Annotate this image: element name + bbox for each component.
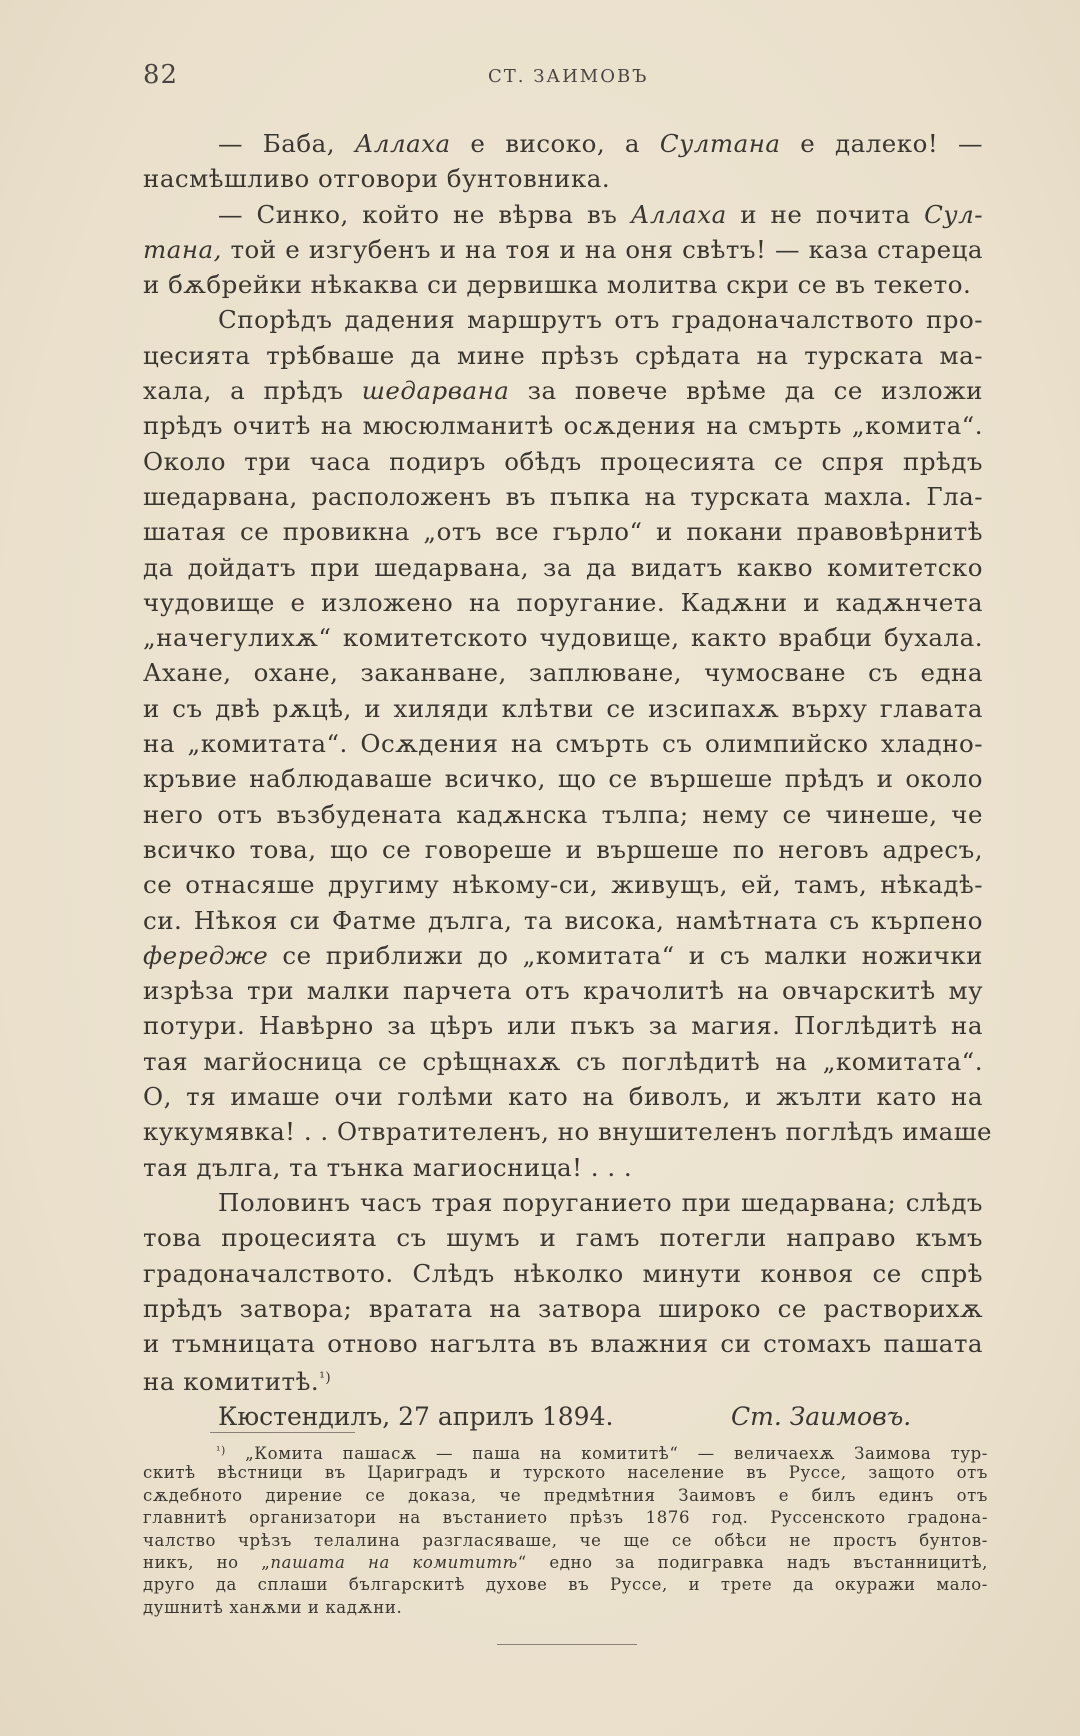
text-run: хала, а прѣдъ <box>143 376 362 406</box>
end-rule <box>497 1644 637 1645</box>
text-run: Половинъ часъ трая поруганието при шедарвана; слѣдъ <box>218 1187 983 1217</box>
footnote-line <box>143 1552 988 1574</box>
author-signature: Ст. Заимовъ. <box>731 1402 912 1431</box>
text-run: е далеко! — <box>780 129 983 158</box>
text-run: „начегулихѫ“ комитетското чудовище, както врабци бухала. <box>143 623 983 653</box>
footnote-line <box>143 1530 988 1552</box>
text-line <box>143 444 983 479</box>
text-line <box>143 1114 992 1149</box>
text-run: сѫдебното дирение се доказа, че предмѣтния Заимовъ е билъ единъ отъ <box>143 1485 988 1505</box>
text-run: Ахане, охане, заканване, заплюване, чумосване съ една <box>143 658 983 688</box>
text-run: скитѣ вѣстници въ Цариградъ и турското население въ Руссе, защото отъ <box>143 1463 988 1483</box>
body-text <box>143 126 992 1397</box>
text-line <box>143 1291 983 1326</box>
text-run: цесията трѣбваше да мине прѣзъ срѣдата на турската ма- <box>143 340 983 370</box>
italic-term: фередже <box>143 940 269 970</box>
text-run: О, тя имаше очи голѣми като на биволъ, и жълти като на <box>143 1082 983 1112</box>
italic-term: тана, <box>143 234 222 264</box>
text-line <box>143 1256 983 1291</box>
text-run: на „комитата“. Осѫдения на смърть съ олимпийско хладно- <box>143 729 983 759</box>
text-run: — Синко, който не вѣрва въ <box>218 199 631 229</box>
italic-term: Аллаха <box>354 129 451 158</box>
text-run: душнитѣ ханѫми и кадѫни. <box>143 1597 403 1617</box>
footnote-line <box>143 1485 988 1507</box>
text-line <box>143 903 983 938</box>
text-line <box>143 338 983 373</box>
text-line <box>143 620 983 655</box>
text-run: прѣдъ затвора; вратата на затвора широко се растворихѫ <box>143 1293 983 1323</box>
italic-term: Султана <box>659 129 781 158</box>
page-header <box>143 60 983 100</box>
text-run: „Комита пашасѫ — паша на комититѣ“ — величаехѫ Заимова тур- <box>225 1444 988 1463</box>
text-run: това процесията съ шумъ и гамъ потегли направо къмъ <box>143 1223 983 1253</box>
text-line <box>143 1220 983 1255</box>
text-line <box>143 691 983 726</box>
italic-term: пашата на комититѣ <box>270 1552 518 1572</box>
text-line <box>143 655 983 690</box>
text-run: шатая се провикна „отъ все гърло“ и покани правовѣрнитѣ <box>143 517 983 547</box>
text-line <box>143 373 983 408</box>
text-line <box>143 408 983 443</box>
italic-term: Сул- <box>924 199 984 229</box>
text-line <box>143 126 983 161</box>
text-run: тая магйосница се срѣщнахѫ съ поглѣдитѣ на „комитата“. <box>143 1046 983 1076</box>
text-run: никъ, но „ <box>143 1552 271 1572</box>
text-run: изрѣза три малки парчета отъ крачолитѣ на овчарскитѣ му <box>143 976 983 1006</box>
footnote-separator <box>210 1432 355 1433</box>
text-line <box>143 585 983 620</box>
text-run: насмѣшливо отговори бунтовника. <box>143 164 611 194</box>
text-run: главнитѣ организатори на въстанието прѣзъ 1876 год. Руссенското градона- <box>143 1508 988 1528</box>
footnote-line <box>143 1440 988 1462</box>
text-line <box>143 797 983 832</box>
text-run: се приближи до „комитата“ и съ малки ножички <box>268 940 983 970</box>
page-number: 82 <box>143 60 179 90</box>
text-run: да дойдатъ при шедарвана, за да видатъ какво комитетско <box>143 552 983 582</box>
text-run: се отнасяше другиму нѣкому-си, живущъ, ей, тамъ, нѣкадѣ- <box>143 870 983 900</box>
text-run: и съ двѣ рѫцѣ, и хиляди клѣтви се изсипахѫ върху главата <box>143 693 983 723</box>
text-run: и не почита <box>726 199 925 229</box>
text-run: на комититѣ. <box>143 1367 320 1397</box>
text-run: си. Нѣкоя си Фатме дълга, та висока, намѣтната съ кърпено <box>143 905 983 935</box>
text-run: прѣдъ очитѣ на мюсюлманитѣ осѫдения на смърть „комита“. <box>143 411 983 441</box>
place-date: Кюстендилъ, 27 априлъ 1894. <box>218 1402 614 1431</box>
footnote-marker: ¹) <box>319 1370 332 1387</box>
text-run: “ едно за подигравка надъ въстанницитѣ, <box>517 1552 988 1572</box>
text-line <box>143 761 983 796</box>
footnote-line <box>143 1462 988 1484</box>
text-run: кукумявка! . . Отвратителенъ, но внушителенъ поглѣдъ имаше <box>143 1117 992 1147</box>
footnote <box>143 1440 988 1619</box>
text-run: шедарвана, расположенъ въ пъпка на турската махла. Гла- <box>143 481 983 511</box>
text-line <box>143 550 983 585</box>
text-run: Спорѣдъ дадения маршрутъ отъ градоначалството про- <box>218 305 983 335</box>
text-run: за повече врѣме да се изложи <box>509 376 984 406</box>
text-run: чалство чрѣзъ телалина разгласяваше, че ще се обѣси не простъ бунтов- <box>143 1530 988 1550</box>
text-line <box>143 514 983 549</box>
text-line <box>143 938 983 973</box>
text-line <box>143 197 983 232</box>
signature-line <box>218 1397 918 1437</box>
footnote-line <box>143 1574 988 1596</box>
text-line <box>143 1008 983 1043</box>
italic-term: Аллаха <box>630 199 727 229</box>
text-run: — Баба, <box>218 129 355 158</box>
text-line <box>143 479 983 514</box>
text-run: и тъмницата отново нагълта въ влажния си стомахъ пашата <box>143 1329 983 1359</box>
text-line <box>143 973 983 1008</box>
text-line <box>143 302 983 337</box>
text-run: градоначалството. Слѣдъ нѣколко минути конвоя се спрѣ <box>143 1258 983 1288</box>
text-line <box>143 726 983 761</box>
footnote-marker: ¹) <box>216 1444 226 1457</box>
text-run: Около три часа подиръ обѣдъ процесията се спря прѣдъ <box>143 446 983 476</box>
text-run: е високо, а <box>450 129 660 158</box>
text-line <box>143 267 983 302</box>
running-head: СТ. ЗАИМОВЪ <box>488 66 649 87</box>
text-line <box>143 1044 983 1079</box>
text-line <box>143 161 983 196</box>
text-run: всичко това, що се говореше и вършеше по неговъ адресъ, <box>143 834 983 864</box>
text-run: тая дълга, та тънка магиосница! . . . <box>143 1152 633 1182</box>
text-line <box>143 1150 983 1185</box>
text-line <box>143 832 983 867</box>
italic-term: шедарвана <box>361 376 510 406</box>
text-line <box>143 1326 983 1361</box>
text-run: друго да сплаши българскитѣ духове въ Руссе, и трете да окуражи мало- <box>143 1575 988 1595</box>
text-line <box>143 232 983 267</box>
footnote-line <box>143 1507 988 1529</box>
text-line <box>143 867 983 902</box>
text-line <box>143 1185 983 1220</box>
text-run: кръвие наблюдаваше всичко, що се вършеше прѣдъ и около <box>143 764 983 794</box>
text-line <box>143 1079 983 1114</box>
text-run: него отъ възбудената кадѫнска тълпа; нему се чинеше, че <box>143 799 983 829</box>
text-run: потури. Навѣрно за цѣръ или пъкъ за магия. Поглѣдитѣ на <box>143 1011 983 1041</box>
text-run: и бѫбрейки нѣкаква си дервишка молитва скри се въ текето. <box>143 270 972 300</box>
text-run: той е изгубенъ и на тоя и на оня свѣтъ! — каза стареца <box>221 234 983 264</box>
footnote-line <box>143 1597 988 1619</box>
text-run: чудовище е изложено на поругание. Кадѫни и кадѫнчета <box>143 587 983 617</box>
text-line <box>143 1361 983 1396</box>
